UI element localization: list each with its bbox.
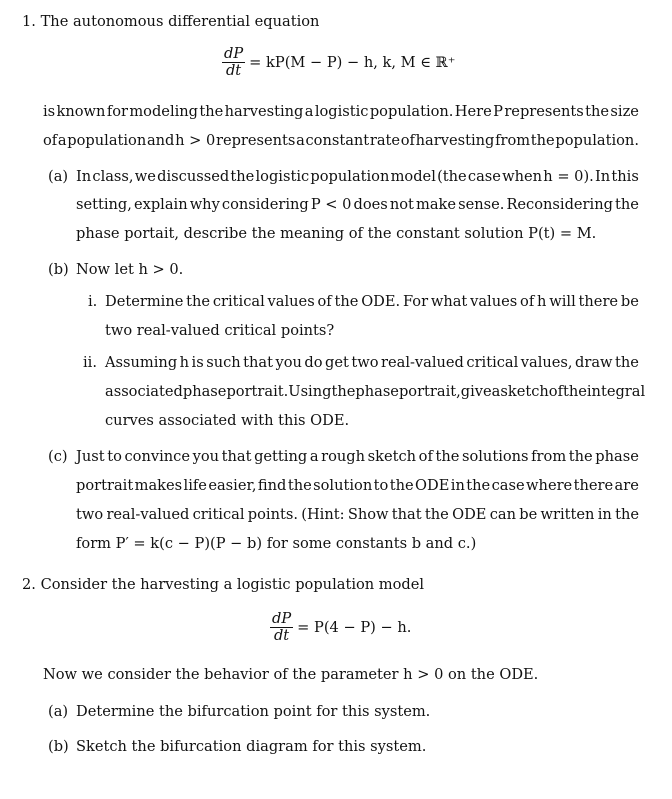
part-b-i-line-1 (105, 293, 639, 311)
word: a (491, 383, 501, 400)
word: case (491, 477, 525, 494)
word: case (467, 168, 501, 185)
problem-1-equation (222, 46, 456, 79)
word: integral (586, 383, 646, 400)
word: get (325, 354, 349, 371)
word: when (502, 168, 543, 185)
word: the (199, 103, 224, 120)
word: what (430, 293, 468, 310)
word: a (57, 132, 67, 149)
word: the (466, 477, 491, 494)
word: the (334, 293, 359, 310)
word: logistic (255, 168, 310, 185)
word: from (495, 132, 531, 149)
word: Show (347, 506, 389, 523)
fraction-numerator: dP (272, 610, 292, 627)
part-c-line-3 (76, 506, 639, 524)
problem-2-part-b-label: (b) (48, 738, 69, 755)
word: Assuming (105, 354, 178, 371)
part-a-line-2 (76, 196, 639, 214)
part-b-text: Now let h > 0. (76, 261, 184, 278)
word: Using (288, 383, 332, 400)
word: that (391, 506, 422, 523)
word: portrait, (398, 383, 461, 400)
problem-1-paragraph-line-2 (43, 132, 639, 150)
word: the (435, 448, 460, 465)
word: is (43, 103, 56, 120)
word: real-valued (106, 506, 190, 523)
word: are (614, 477, 639, 494)
word: of (548, 383, 563, 400)
word: values, (520, 354, 573, 371)
word: values (267, 293, 315, 310)
word: points. (247, 506, 298, 523)
word: life (183, 477, 207, 494)
part-b-ii-line-1 (105, 354, 639, 372)
word: and (146, 132, 175, 149)
equation-fraction (222, 46, 245, 79)
word: there (573, 477, 614, 494)
word: (the (437, 168, 467, 185)
word: of (317, 293, 332, 310)
word: sense. (458, 196, 505, 213)
word: draw (575, 354, 613, 371)
word: of (520, 293, 535, 310)
word: of (400, 132, 415, 149)
word: to (373, 477, 389, 494)
word: to (107, 448, 122, 465)
problem-2-number: 2. (22, 576, 36, 593)
word: a (304, 103, 314, 120)
word: size (610, 103, 639, 120)
part-b-ii-label: ii. (83, 354, 97, 371)
word: In (595, 168, 611, 185)
word: is (191, 354, 204, 371)
problem-2-intro: Consider the harvesting a logistic population model (40, 576, 425, 593)
word: you (275, 354, 302, 371)
problem-1-number: 1. (22, 13, 36, 30)
word: makes (134, 477, 183, 494)
word: will (549, 293, 576, 310)
word: values (470, 293, 518, 310)
part-c-line-2 (76, 477, 639, 495)
word: of (43, 132, 58, 149)
word: that (221, 448, 252, 465)
word: in (450, 477, 465, 494)
word: harvesting (415, 132, 495, 149)
word: there (578, 293, 619, 310)
word: sketch (500, 383, 549, 400)
word: can (489, 506, 516, 523)
word: Reconsidering (506, 196, 613, 213)
word: the (424, 506, 449, 523)
fraction-denominator: dt (273, 627, 290, 644)
word: Just (76, 448, 105, 465)
part-c-label: (c) (48, 448, 68, 465)
fraction-numerator: dP (224, 45, 244, 62)
word: phase (595, 448, 639, 465)
word: you (192, 448, 220, 465)
word: harvesting (224, 103, 304, 120)
word: represents (215, 132, 296, 149)
word: ODE (452, 506, 487, 523)
word: the (615, 506, 639, 523)
word: known (56, 103, 106, 120)
word: give (460, 383, 492, 400)
word: getting (254, 448, 308, 465)
word: sketch (367, 448, 417, 465)
problem-2-part-a-text: Determine the bifurcation point for this system. (76, 703, 431, 720)
problem-2-heading (22, 576, 424, 594)
word: h > 0 (175, 132, 216, 149)
word: h (537, 293, 547, 310)
word: population. (369, 103, 454, 120)
word: be (620, 293, 639, 310)
word: portrait. (226, 383, 289, 400)
word: the (585, 103, 610, 120)
word: we (134, 168, 156, 185)
part-b-i-line-2: two real-valued critical points? (105, 322, 335, 339)
problem-2-text: Now we consider the behavior of the parameter h > 0 on the ODE. (43, 666, 539, 683)
word: In (76, 168, 92, 185)
word: this (611, 168, 639, 185)
word: model (390, 168, 436, 185)
problem-2-part-a-label: (a) (48, 703, 69, 720)
part-a-label: (a) (48, 168, 69, 185)
word: the (562, 383, 587, 400)
word: where (526, 477, 573, 494)
word: solution (313, 477, 373, 494)
word: written (540, 506, 595, 523)
word: for (106, 103, 128, 120)
word: population (310, 168, 390, 185)
word: h = 0). (543, 168, 594, 185)
word: modeling (129, 103, 199, 120)
word: the (331, 383, 356, 400)
word: the (230, 168, 255, 185)
word: two (351, 354, 379, 371)
word: the (615, 196, 639, 213)
word: phase (355, 383, 399, 400)
part-b-ii-line-2 (105, 383, 646, 401)
word: explain (133, 196, 188, 213)
word: the (389, 477, 414, 494)
word: P < 0 (310, 196, 352, 213)
word: the (530, 132, 555, 149)
word: a (309, 448, 319, 465)
equation-fraction (270, 611, 293, 644)
word: Determine (105, 293, 184, 310)
equation-rhs: = kP(M − P) − h, k, M ∈ ℝ⁺ (249, 54, 456, 71)
word: discussed (157, 168, 230, 185)
word: two (76, 506, 104, 523)
word: ODE. (361, 293, 401, 310)
word: in (597, 506, 612, 523)
part-a-line-3: phase portait, describe the meaning of the constant solution P(t) = M. (76, 225, 597, 242)
word: does (353, 196, 388, 213)
part-b-label: (b) (48, 261, 69, 278)
problem-2-equation (270, 611, 411, 644)
problem-2-part-b-text: Sketch the bifurcation diagram for this system. (76, 738, 427, 755)
word: rate (369, 132, 401, 149)
part-a-line-1 (76, 168, 639, 186)
word: considering (221, 196, 309, 213)
part-b-i-label: i. (88, 293, 98, 310)
word: such (206, 354, 241, 371)
word: the (568, 448, 593, 465)
word: Here (454, 103, 492, 120)
word: associated (105, 383, 183, 400)
word: For (402, 293, 429, 310)
word: the (186, 293, 211, 310)
word: critical (212, 293, 265, 310)
word: critical (192, 506, 245, 523)
word: that (243, 354, 273, 371)
word: setting, (76, 196, 132, 213)
word: phase (182, 383, 227, 400)
fraction-denominator: dt (225, 62, 242, 79)
word: find (257, 477, 287, 494)
word: solutions (461, 448, 529, 465)
problem-1-intro: The autonomous differential equation (40, 13, 320, 30)
part-c-line-4: form P′ = k(c − P)(P − b) for some constants b and c.) (76, 535, 477, 552)
word: P (493, 103, 503, 120)
word: be (519, 506, 538, 523)
word: real-valued (381, 354, 464, 371)
word: a (296, 132, 305, 149)
word: population. (555, 132, 639, 149)
word: the (615, 354, 639, 371)
problem-1-heading (22, 13, 319, 31)
word: ODE (415, 477, 450, 494)
word: h (179, 354, 190, 371)
word: do (304, 354, 323, 371)
word: rough (321, 448, 366, 465)
word: represents (504, 103, 584, 120)
word: class, (92, 168, 134, 185)
word: critical (466, 354, 519, 371)
word: not (389, 196, 414, 213)
word: easier, (208, 477, 257, 494)
word: make (415, 196, 457, 213)
part-c-line-1 (76, 448, 639, 466)
word: why (189, 196, 220, 213)
problem-1-paragraph-line-1 (43, 103, 639, 121)
word: convince (124, 448, 190, 465)
word: the (287, 477, 312, 494)
word: logistic (314, 103, 369, 120)
word: from (531, 448, 567, 465)
word: of (418, 448, 433, 465)
word: portrait (76, 477, 134, 494)
word: constant (305, 132, 370, 149)
word: population (67, 132, 147, 149)
equation-rhs: = P(4 − P) − h. (297, 619, 412, 636)
part-b-ii-line-3: curves associated with this ODE. (105, 412, 350, 429)
word: (Hint: (301, 506, 345, 523)
